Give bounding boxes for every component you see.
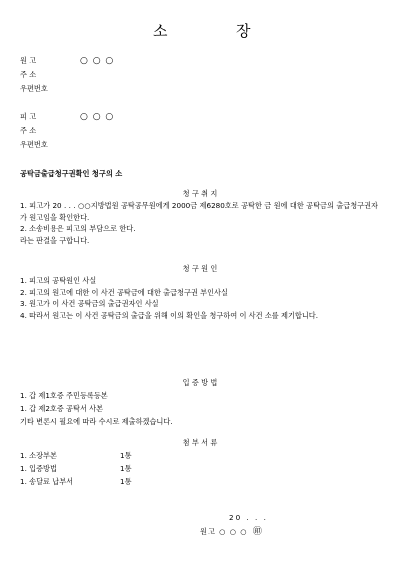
- claim-item: 1. 피고가 20 . . . ○○지방법원 공탁공무원에게 2000금 제6280호로 공탁한 금 원에 대한 공탁금의 출급청구권자가 원고임을 확인한다.: [20, 201, 378, 222]
- defendant-label: 피 고: [20, 112, 37, 121]
- defendant-address-label: 주 소: [20, 126, 37, 135]
- attachment-count: 1통: [120, 451, 132, 460]
- evidence-heading: 입 증 방 법: [182, 378, 218, 387]
- plaintiff-postcode-label: 우편번호: [20, 84, 48, 93]
- claim-item: 라는 판결을 구합니다.: [20, 235, 90, 245]
- plaintiff-name: ○ ○ ○: [80, 56, 115, 66]
- plaintiff-label: 원 고: [20, 56, 37, 65]
- evidence-item: 기타 변론시 필요에 따라 수시로 제출하겠습니다.: [20, 417, 173, 426]
- evidence-item: 1. 갑 제2호증 공탁서 사본: [20, 404, 104, 413]
- claim-item: 2. 소송비용은 피고의 부담으로 한다.: [20, 224, 136, 234]
- defendant-block: [20, 112, 114, 154]
- cause-heading: 청 구 원 인: [182, 264, 218, 273]
- title-char-1: 소: [153, 22, 169, 40]
- evidence-item: 1. 갑 제1호증 주민등록등본: [20, 391, 108, 400]
- claim-heading: 청 구 취 지: [182, 189, 218, 198]
- title-char-2: 장: [236, 22, 252, 40]
- plaintiff-block: [20, 56, 114, 98]
- case-title: 공탁금출급청구권확인 청구의 소: [20, 169, 123, 178]
- attachment-row: [20, 462, 132, 475]
- attachment-name: 1. 입증방법: [20, 464, 57, 473]
- seal-mark: ㊞: [252, 527, 262, 537]
- claim-body: [20, 200, 378, 246]
- cause-item: 4. 따라서 원고는 이 사건 공탁금의 출급을 위해 이의 확인을 청구하여 이 사건 소를 제기합니다.: [20, 310, 319, 320]
- footer-date: 20 . . .: [229, 513, 268, 522]
- attachment-name: 1. 송달료 납부서: [20, 477, 74, 486]
- plaintiff-address-label: 주 소: [20, 70, 37, 79]
- attachments-list: [20, 449, 132, 488]
- attachment-row: [20, 475, 132, 488]
- cause-item: 2. 피고의 원고에 대한 이 사건 공탁금에 대한 출급청구권 부인사실: [20, 287, 228, 297]
- attachment-name: 1. 소장부본: [20, 451, 57, 460]
- cause-item: 3. 원고가 이 사건 공탁금의 출급권자인 사실: [20, 299, 159, 309]
- defendant-postcode-label: 우편번호: [20, 140, 48, 149]
- evidence-body: [20, 389, 378, 428]
- cause-item: 1. 피고의 공탁원인 사실: [20, 276, 97, 285]
- attachments-heading: 첨 부 서 류: [182, 438, 218, 447]
- footer-signer-line: [200, 527, 262, 537]
- attachment-row: [20, 449, 132, 462]
- footer-signer: 원고 ○ ○ ○: [200, 527, 248, 536]
- attachment-count: 1통: [120, 477, 132, 486]
- cause-body: [20, 275, 378, 321]
- attachment-count: 1통: [120, 464, 132, 473]
- defendant-name: ○ ○ ○: [80, 112, 115, 122]
